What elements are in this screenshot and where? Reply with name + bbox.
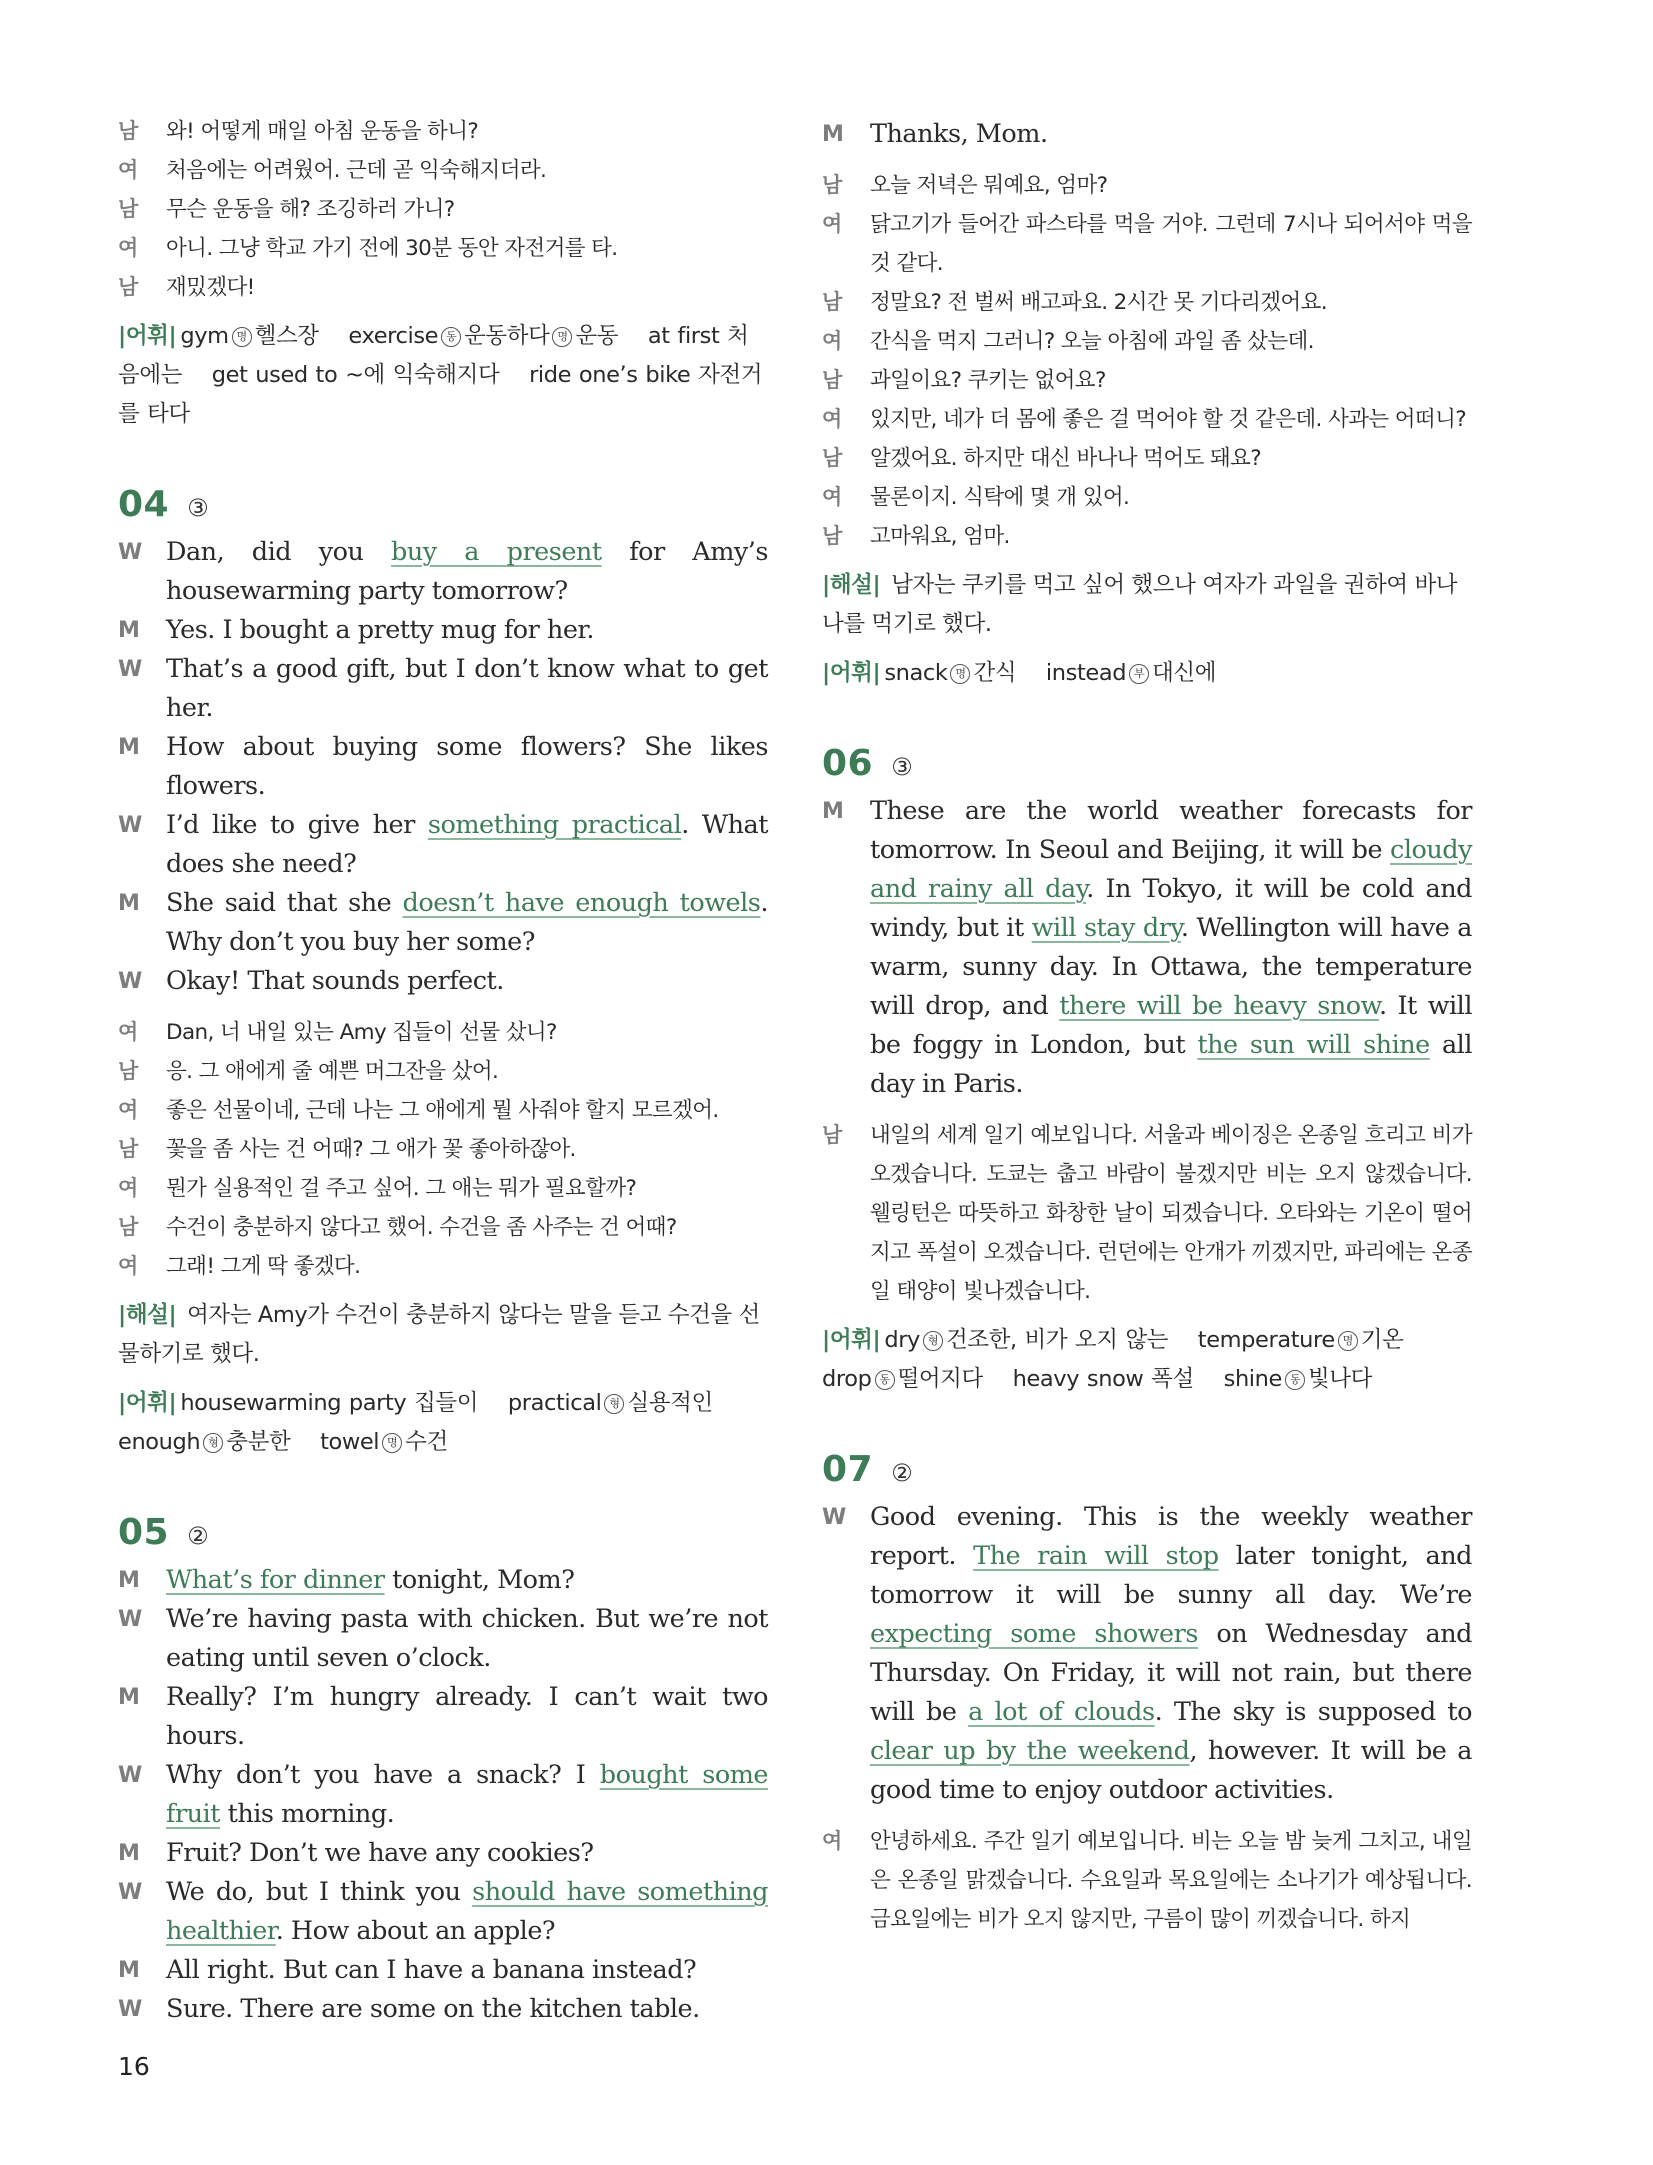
vocab-item (508, 1390, 713, 1416)
vocab-item (1224, 1366, 1372, 1392)
answer-mark: ② (187, 1522, 209, 1550)
translation-text: 오늘 저녁은 뭐예요, 엄마? (870, 173, 1108, 198)
underlined-phrase: something practical (427, 810, 682, 840)
dialogue-text (166, 1873, 768, 1951)
dialogue-text (870, 1498, 1472, 1810)
answer-mark: ③ (891, 753, 913, 781)
speaker-label: 여 (822, 485, 843, 509)
dialogue-line (118, 1873, 768, 1951)
dialogue-line (118, 884, 768, 962)
translation-line (822, 1116, 1472, 1311)
part-of-speech-mark: 형 (923, 1331, 943, 1351)
dialogue-line (118, 533, 768, 611)
page-number: 16 (118, 2052, 150, 2081)
text-segment: All right. But can I have a banana instead? (166, 1955, 697, 1985)
dialogue-line (822, 1498, 1472, 1810)
translation-line (118, 151, 768, 190)
text-segment: , however. It will be a good time to enjoy outdoor activities. (870, 1736, 1472, 1805)
translation-line (822, 478, 1472, 517)
text-segment: tonight, Mom? (384, 1565, 575, 1595)
translation-text: 과일이요? 쿠키는 없어요? (870, 368, 1106, 393)
dialogue-line (118, 962, 768, 1001)
translation-text: 처음에는 어려웠어. 근데 곧 익숙해지더라. (166, 158, 547, 183)
text-segment: Good evening. This is the weekly weather report. (870, 1502, 1472, 1571)
dialogue-line (118, 1561, 768, 1600)
speaker-label: W (118, 1763, 143, 1788)
english-script (822, 1498, 1472, 1810)
speaker-label: 남 (822, 446, 843, 470)
part-of-speech-mark: 명 (382, 1433, 402, 1453)
underlined-phrase: doesn’t have enough towels (402, 888, 761, 918)
speaker-label: W (118, 540, 143, 565)
explanation-note (822, 566, 1472, 644)
dialogue-line (822, 115, 1472, 154)
text-segment: Really? I’m hungry already. I can’t wait two hours. (166, 1682, 768, 1751)
vocabulary-note (118, 1384, 768, 1462)
speaker-label: W (118, 1607, 143, 1632)
speaker-label: 여 (118, 158, 139, 182)
dialogue-text (166, 1600, 768, 1678)
dialogue-text (166, 1561, 768, 1600)
translation-text: 간식을 먹지 그러니? 오늘 아침에 과일 좀 샀는데. (870, 329, 1314, 354)
underlined-phrase: buy a present (391, 537, 602, 567)
translation-line (822, 439, 1472, 478)
part-of-speech-mark: 명 (232, 327, 252, 347)
speaker-label: M (118, 735, 140, 760)
dialogue-line (118, 728, 768, 806)
text-segment: Dan, did you (166, 537, 392, 567)
vocab-meaning: 건조한, 비가 오지 않는 (945, 1327, 1168, 1353)
dialogue-line (118, 611, 768, 650)
speaker-label: 여 (118, 1176, 139, 1200)
explanation-text: 남자는 쿠키를 먹고 싶어 했으나 여자가 과일을 권하여 바나나를 먹기로 했다. (822, 572, 1458, 637)
translation-text: 아니. 그냥 학교 가기 전에 30분 동안 자전거를 타. (166, 236, 618, 261)
translation-text: Dan, 너 내일 있는 Amy 집들이 선물 샀니? (166, 1020, 557, 1045)
explanation-text: 여자는 Amy가 수건이 충분하지 않다는 말을 듣고 수건을 선물하기로 했다. (118, 1302, 760, 1367)
translation-text: 그래! 그게 딱 좋겠다. (166, 1254, 361, 1279)
text-segment: Fruit? Don’t we have any cookies? (166, 1838, 594, 1868)
vocab-word: snack (884, 660, 948, 686)
text-segment: I’d like to give her (166, 810, 428, 840)
question-number: 07 (822, 1449, 874, 1490)
dialogue-text (166, 1834, 768, 1873)
vocab-item (1013, 1366, 1194, 1392)
speaker-label: M (118, 891, 140, 916)
translation-text: 물론이지. 식탁에 몇 개 있어. (870, 485, 1130, 510)
speaker-label: W (118, 1997, 143, 2022)
vocabulary-note (822, 654, 1472, 693)
translation-line (118, 190, 768, 229)
left-column (118, 112, 768, 2029)
question-03-tail (118, 112, 768, 434)
text-segment: She said that she (166, 888, 403, 918)
part-of-speech-mark: 명 (552, 327, 572, 347)
vocab-word: enough (118, 1429, 201, 1455)
dialogue-text (166, 1678, 768, 1756)
part-of-speech-mark: 명 (1338, 1331, 1358, 1351)
dialogue-line (118, 1678, 768, 1756)
dialogue-line (118, 1990, 768, 2029)
speaker-label: 남 (822, 524, 843, 548)
text-segment: . It will be foggy in London, but (870, 991, 1472, 1060)
translation-text: 좋은 선물이네, 근데 나는 그 애에게 뭘 사줘야 할지 모르겠어. (166, 1098, 719, 1123)
part-of-speech-mark: 형 (203, 1433, 223, 1453)
dialogue-text (166, 1951, 768, 1990)
english-script (118, 1561, 768, 2029)
vocab-meaning: 빛나다 (1307, 1366, 1372, 1392)
vocab-item (118, 1429, 290, 1455)
vocab-item (1198, 1327, 1404, 1353)
translation-text: 있지만, 네가 더 몸에 좋은 걸 먹어야 할 것 같은데. 사과는 어떠니? (870, 407, 1467, 432)
speaker-label: 남 (822, 1123, 843, 1147)
underlined-phrase: will stay dry (1031, 913, 1181, 943)
speaker-label: 남 (118, 1137, 139, 1161)
vocab-word: practical (507, 1390, 602, 1416)
answer-mark: ③ (187, 494, 209, 522)
translation-line (118, 1130, 768, 1169)
translation-line (118, 1052, 768, 1091)
korean-translation (118, 1013, 768, 1286)
translation-line (822, 517, 1472, 556)
speaker-label: 여 (118, 1020, 139, 1044)
underlined-phrase: should have something healthier (166, 1877, 768, 1946)
translation-line (822, 1822, 1472, 1939)
dialogue-text (166, 728, 768, 806)
speaker-label: 여 (118, 236, 139, 260)
vocab-word: shine (1223, 1366, 1282, 1392)
translation-line (822, 361, 1472, 400)
question-06 (822, 743, 1472, 1399)
speaker-label: 남 (822, 368, 843, 392)
underlined-phrase: bought some fruit (166, 1760, 768, 1829)
english-script (118, 533, 768, 1001)
explanation-label: |해설| (822, 572, 881, 598)
vocab-item (1046, 660, 1216, 686)
question-04 (118, 484, 768, 1462)
vocab-item (212, 362, 500, 388)
vocab-meaning: 대신에 (1152, 660, 1217, 686)
text-segment: . How about an apple? (275, 1916, 556, 1946)
vocab-item (320, 1429, 448, 1455)
dialogue-text (166, 533, 768, 611)
text-segment: How about buying some flowers? She likes flowers. (166, 732, 768, 801)
speaker-label: W (118, 969, 143, 994)
vocab-meaning: 운동 (575, 323, 619, 349)
translation-text: 와! 어떻게 매일 아침 운동을 하니? (166, 119, 479, 144)
dialogue-text (166, 1990, 768, 2029)
speaker-label: W (118, 813, 143, 838)
speaker-label: 남 (118, 1059, 139, 1083)
speaker-label: M (822, 799, 844, 824)
translation-line (822, 283, 1472, 322)
vocab-word: housewarming party 집들이 (180, 1390, 479, 1416)
vocab-meaning: 헬스장 (254, 323, 319, 349)
dialogue-text (166, 962, 768, 1001)
underlined-phrase: What’s for dinner (166, 1565, 385, 1595)
text-segment: for Amy’s housewarming party tomorrow? (166, 537, 768, 606)
speaker-label: 여 (822, 1829, 843, 1853)
dialogue-line (118, 1756, 768, 1834)
explanation-note (118, 1296, 768, 1374)
speaker-label: M (118, 1685, 140, 1710)
vocab-word: towel (320, 1429, 380, 1455)
dialogue-text (870, 792, 1472, 1104)
dialogue-text (166, 611, 768, 650)
text-segment: this morning. (219, 1799, 395, 1829)
speaker-label: W (822, 1505, 847, 1530)
speaker-label: 남 (822, 173, 843, 197)
translation-line (118, 229, 768, 268)
vocab-item (822, 1366, 983, 1392)
translation-line (822, 400, 1472, 439)
translation-line (118, 268, 768, 307)
underlined-phrase: the sun will shine (1197, 1030, 1430, 1060)
part-of-speech-mark: 형 (604, 1394, 624, 1414)
vocab-item (180, 323, 318, 349)
vocab-meaning: 간식 (973, 660, 1017, 686)
text-segment: Sure. There are some on the kitchen table. (166, 1994, 700, 2024)
speaker-label: 여 (822, 212, 843, 236)
question-number: 04 (118, 484, 170, 525)
text-segment: . Why don’t you buy her some? (166, 888, 768, 957)
vocab-word: get used to ~에 익숙해지다 (211, 362, 500, 388)
vocab-item (348, 323, 618, 349)
text-segment: later tonight, and tomorrow it will be sunny all day. We’re (870, 1541, 1472, 1610)
translation-line (822, 205, 1472, 283)
question-number: 06 (822, 743, 874, 784)
translation-text: 응. 그 애에게 줄 예쁜 머그잔을 샀어. (166, 1059, 499, 1084)
translation-line (822, 166, 1472, 205)
vocab-meaning: 운동하다 (464, 323, 550, 349)
vocab-word: dry (884, 1327, 920, 1353)
explanation-label: |해설| (118, 1302, 177, 1328)
text-segment: . In Tokyo, it will be cold and windy, but it (870, 874, 1472, 943)
right-column (822, 115, 1472, 1939)
vocab-meaning: 떨어지다 (897, 1366, 983, 1392)
speaker-label: M (118, 1958, 140, 1983)
english-script (822, 792, 1472, 1104)
vocab-item (884, 660, 1016, 686)
vocabulary-label: |어휘| (822, 660, 881, 686)
speaker-label: 여 (822, 329, 843, 353)
dialogue-text (166, 884, 768, 962)
dialogue-text (870, 115, 1472, 154)
dialogue-text (166, 806, 768, 884)
english-script (822, 115, 1472, 154)
text-segment: Thanks, Mom. (870, 119, 1048, 149)
vocab-meaning: 기온 (1360, 1327, 1404, 1353)
vocab-word: ride one’s bike 자전거를 타다 (118, 362, 763, 427)
underlined-phrase: cloudy and rainy all day (870, 835, 1472, 904)
translation-text: 정말요? 전 벌써 배고파요. 2시간 못 기다리겠어요. (870, 290, 1327, 315)
answer-mark: ② (891, 1459, 913, 1487)
vocab-meaning: 실용적인 (627, 1390, 713, 1416)
vocab-meaning: 충분한 (226, 1429, 291, 1455)
korean-translation (822, 1116, 1472, 1311)
dialogue-line (118, 650, 768, 728)
translation-line (822, 322, 1472, 361)
speaker-label: 남 (822, 290, 843, 314)
text-segment: on Wednesday and Thursday. On Friday, it will not rain, but there will be (870, 1619, 1473, 1727)
vocabulary-note (822, 1321, 1472, 1399)
translation-text: 수건이 충분하지 않다고 했어. 수건을 좀 사주는 건 어때? (166, 1215, 677, 1240)
vocab-word: instead (1045, 660, 1127, 686)
text-segment: We’re having pasta with chicken. But we’re not eating until seven o’clock. (166, 1604, 768, 1673)
translation-text: 뭔가 실용적인 걸 주고 싶어. 그 애는 뭐가 필요할까? (166, 1176, 637, 1201)
underlined-phrase: there will be heavy snow (1059, 991, 1379, 1021)
text-segment: . The sky is supposed to (1154, 1697, 1472, 1727)
question-07 (822, 1449, 1472, 1939)
vocab-item (884, 1327, 1168, 1353)
part-of-speech-mark: 동 (1285, 1370, 1305, 1390)
translation-line (118, 1013, 768, 1052)
speaker-label: W (118, 1880, 143, 1905)
translation-text: 무슨 운동을 해? 조깅하러 가니? (166, 197, 455, 222)
dialogue-text (166, 1756, 768, 1834)
underlined-phrase: a lot of clouds (968, 1697, 1155, 1727)
speaker-label: M (118, 1841, 140, 1866)
text-segment: . Wellington will have a warm, sunny day. In Ottawa, the temperature will drop, and (870, 913, 1473, 1021)
korean-translation (822, 166, 1472, 556)
underlined-phrase: expecting some showers (870, 1619, 1198, 1649)
vocab-word: gym (180, 323, 229, 349)
dialogue-line (118, 806, 768, 884)
speaker-label: 남 (118, 197, 139, 221)
translation-line (118, 1169, 768, 1208)
part-of-speech-mark: 동 (441, 327, 461, 347)
question-05-tail (822, 115, 1472, 693)
text-segment: Yes. I bought a pretty mug for her. (166, 615, 594, 645)
translation-line (118, 1247, 768, 1286)
translation-line (118, 112, 768, 151)
vocabulary-note (118, 317, 768, 434)
speaker-label: M (118, 1568, 140, 1593)
translation-text: 닭고기가 들어간 파스타를 먹을 거야. 그런데 7시나 되어서야 먹을 것 같다. (870, 212, 1472, 276)
speaker-label: 여 (118, 1098, 139, 1122)
text-segment: Why don’t you have a snack? I (166, 1760, 600, 1790)
translation-text: 내일의 세계 일기 예보입니다. 서울과 베이징은 온종일 흐리고 비가 오겠습니다. 도쿄는 춥고 바람이 불겠지만 비는 오지 않겠습니다. 웰링턴은 따뜻하고 화창한 날이 되겠습니다. 오타와는 기온이 떨어지고 폭설이 오겠습니다. 런던에는 안개가 끼겠지만, 파리에는 온종일 태양이 빛나겠습니다. (870, 1123, 1472, 1304)
text-segment: all day in Paris. (870, 1030, 1472, 1099)
vocab-word: temperature (1197, 1327, 1335, 1353)
vocabulary-label: |어휘| (822, 1327, 881, 1353)
vocab-meaning: 수건 (405, 1429, 448, 1455)
speaker-label: M (118, 618, 140, 643)
translation-text: 재밌겠다! (166, 275, 255, 300)
korean-translation (822, 1822, 1472, 1939)
question-number: 05 (118, 1512, 170, 1553)
translation-text: 꽃을 좀 사는 건 어때? 그 애가 꽃 좋아하잖아. (166, 1137, 576, 1162)
text-segment: We do, but I think you (166, 1877, 473, 1907)
dialogue-line (822, 792, 1472, 1104)
vocabulary-label: |어휘| (118, 1390, 177, 1416)
speaker-label: 남 (118, 275, 139, 299)
dialogue-line (118, 1951, 768, 1990)
text-segment: Okay! That sounds perfect. (166, 966, 504, 996)
speaker-label: 여 (118, 1254, 139, 1278)
korean-translation (118, 112, 768, 307)
text-segment: . What does she need? (166, 810, 768, 879)
question-05 (118, 1512, 768, 2029)
vocab-word: exercise (348, 323, 439, 349)
text-segment: These are the world weather forecasts for tomorrow. In Seoul and Beijing, it will be (870, 796, 1472, 865)
dialogue-text (166, 650, 768, 728)
text-segment: That’s a good gift, but I don’t know what to get her. (166, 654, 768, 723)
translation-line (118, 1208, 768, 1247)
translation-text: 알겠어요. 하지만 대신 바나나 먹어도 돼요? (870, 446, 1262, 471)
dialogue-line (118, 1600, 768, 1678)
part-of-speech-mark: 부 (1129, 664, 1149, 684)
speaker-label: 남 (118, 1215, 139, 1239)
vocab-word: drop (822, 1366, 872, 1392)
translation-text: 안녕하세요. 주간 일기 예보입니다. 비는 오늘 밤 늦게 그치고, 내일은 온종일 맑겠습니다. 수요일과 목요일에는 소나기가 예상됩니다. 금요일에는 비가 오지 않지만, 구름이 많이 끼겠습니다. 하지 (870, 1829, 1472, 1932)
translation-line (118, 1091, 768, 1130)
underlined-phrase: The rain will stop (973, 1541, 1219, 1571)
part-of-speech-mark: 명 (950, 664, 970, 684)
vocab-word: at first 처음에는 (118, 323, 749, 388)
translation-text: 고마워요, 엄마. (870, 524, 1010, 549)
speaker-label: 남 (118, 119, 139, 143)
underlined-phrase: clear up by the weekend (870, 1736, 1190, 1766)
speaker-label: M (822, 122, 844, 147)
part-of-speech-mark: 동 (875, 1370, 895, 1390)
speaker-label: W (118, 657, 143, 682)
dialogue-line (118, 1834, 768, 1873)
vocabulary-label: |어휘| (118, 323, 177, 349)
vocab-item (180, 1390, 478, 1416)
vocab-word: heavy snow 폭설 (1012, 1366, 1194, 1392)
speaker-label: 여 (822, 407, 843, 431)
